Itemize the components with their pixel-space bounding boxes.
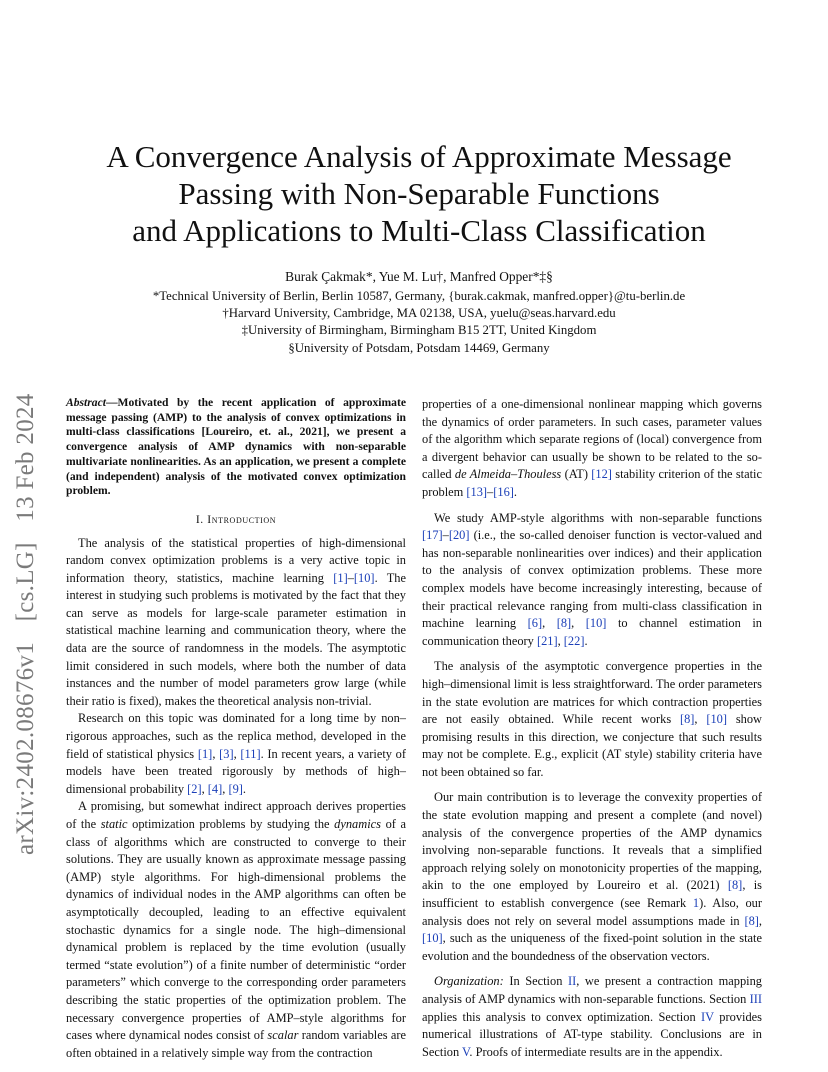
citation-link[interactable]: [21] [536, 633, 558, 648]
text-run: , [758, 913, 762, 928]
section-link[interactable]: II [567, 974, 577, 989]
title-line: and Applications to Multi-Class Classification [132, 213, 706, 248]
intro-paragraph-1 [66, 535, 406, 711]
citation-link[interactable]: [13] [466, 484, 488, 499]
remark-link[interactable]: 1 [692, 896, 700, 911]
citation-link[interactable]: [1] [333, 570, 348, 585]
intro-paragraph-7 [422, 789, 762, 965]
section-heading-introduction: I. Introduction [195, 512, 277, 526]
text-run: (i.e., the so-called denoiser function is vector-valued and has non-separable nonlinearities over indices) and their application to the analysis of convex optimization problems. These more complex models have become increasingly interesting, because of their practical relevance ranging from multi-class classification in machine learning [422, 528, 762, 631]
text-run: . Proofs of intermediate results are in the appendix. [469, 1044, 723, 1059]
citation-link[interactable]: [10] [706, 712, 727, 727]
citation-link[interactable]: [6] [527, 616, 543, 631]
text-run: , we present a contraction mapping analysis of AMP dynamics with non-separable functions. Section [422, 974, 762, 1006]
citation-link[interactable]: [12] [591, 467, 612, 482]
text-run: We study AMP-style algorithms with non-separable functions [434, 510, 762, 525]
affiliation: ‡University of Birmingham, Birmingham B15 2TT, United Kingdom [241, 323, 597, 338]
text-run: . [584, 633, 588, 648]
text-run: to channel estimation in communication theory [422, 616, 762, 648]
citation-link[interactable]: [17] [422, 528, 443, 543]
citation-link[interactable]: [8] [727, 878, 743, 893]
arxiv-id[interactable]: arXiv:2402.08676v1 [12, 641, 39, 855]
text-run: , is insufficient to establish convergence (see Remark [422, 878, 762, 911]
text-run: A promising, but somewhat indirect approach derives properties of the [66, 799, 406, 832]
text-run: The analysis of the statistical properties of high-dimensional random convex optimization problems is a very active topic in information theory, statistics, machine learning [66, 535, 406, 585]
text-run: , [212, 746, 220, 761]
text-run: , [694, 712, 707, 727]
author-list: Burak Çakmak*, Yue M. Lu†, Manfred Opper*‡§ [285, 269, 553, 284]
affiliations [80, 288, 758, 357]
citation-link[interactable]: [4] [207, 781, 223, 796]
text-run: . [513, 484, 518, 499]
text-run: , [557, 633, 564, 648]
citation-link[interactable]: [9] [228, 781, 243, 796]
citation-link[interactable]: [3] [219, 746, 234, 761]
title-line: A Convergence Analysis of Approximate Message [106, 139, 732, 174]
intro-paragraph-6 [422, 658, 762, 781]
text-run: In Section [503, 974, 568, 989]
abstract-lead: Abstract [66, 396, 106, 409]
text-run: ). Also, our analysis does not rely on several model assumptions made in [422, 896, 762, 928]
citation-link[interactable]: [16] [493, 484, 514, 499]
citation-link[interactable]: [11] [240, 746, 261, 761]
section-link[interactable]: III [749, 992, 762, 1006]
citation-link[interactable]: [8] [556, 616, 572, 631]
text-run: – [487, 484, 494, 499]
citation-link[interactable]: [10] [353, 570, 375, 585]
section-link[interactable]: IV [701, 1009, 714, 1024]
paper-title [60, 138, 778, 249]
left-column [66, 396, 406, 1062]
emphasis: dynamics [334, 817, 381, 832]
affiliation: *Technical University of Berlin, Berlin 10587, Germany, {burak.cakmak, manfred.opper}@tu-berlin.de [152, 289, 686, 303]
intro-paragraph-4 [422, 396, 762, 502]
right-column [422, 396, 762, 1061]
section-link[interactable]: V [462, 1044, 470, 1059]
text-run: – [442, 528, 449, 543]
citation-link[interactable]: [1] [197, 746, 213, 761]
text-run: . The interest in studying such problems is motivated by the fact that they can serve as models for large-scale parameter estimation in statistical machine learning and communication theory, where the data are the source of randomness in the models. The asymptotic limit considered in such models, where both the number of data instances and the number of model parameters grow large (while their ratio is fixed), makes the theoretical analysis non-trivial. [66, 570, 406, 708]
emphasis: scalar [267, 1028, 299, 1043]
abstract-text: —Motivated by the recent application of approximate message passing (AMP) to the analysis of convex optimizations in multi-class classifications [Loureiro, et. al., 2021], we present a convergence analysis of AMP dynamics with non-separable multivariate nonlinearities. As an application, we present a complete (and independent) analysis of the motivated convex optimization problem. [66, 396, 406, 498]
organization-lead: Organization: [434, 974, 504, 989]
emphasis: de Almeida–Thouless [454, 467, 562, 482]
title-line: Passing with Non-Separable Functions [178, 176, 660, 211]
citation-link[interactable]: [2] [187, 781, 202, 796]
citation-link[interactable]: [10] [585, 616, 607, 631]
text-run: optimization problems by studying the [127, 817, 335, 832]
text-run: . [242, 781, 247, 796]
intro-paragraph-5 [422, 510, 762, 651]
citation-link[interactable]: [22] [563, 633, 585, 648]
text-run: . In recent years, a variety of models have been treated rigorously by methods of high–dimensional probability [66, 746, 406, 796]
intro-paragraph-2 [66, 710, 406, 798]
text-run: (AT) [561, 467, 592, 482]
citation-link[interactable]: [8] [679, 712, 695, 727]
text-run: stability criterion of the static problem [422, 467, 763, 499]
text-run: The analysis of the asymptotic convergence properties in the high–dimensional limit is less straightforward. The order parameters in the state evolution are matrices for which contraction properties are not easily obtained. While recent works [422, 659, 762, 727]
text-run: , [542, 616, 557, 631]
text-run: , [571, 616, 586, 631]
text-run: , [233, 746, 241, 761]
affiliation: §University of Potsdam, Potsdam 14469, Germany [288, 340, 550, 355]
abstract [66, 396, 406, 499]
intro-paragraph-8 [422, 973, 762, 1061]
text-run: of a class of algorithms which are constructed to converge to their solutions. They are usually known as approximate message passing (AMP) style algorithms. For high-dimensional problems the dynamics of individual nodes in the AMP algorithms can often be asymptotically decoupled, leading to an effective equivalent stochastic dynamics for a single node. The high–dimensional dynamical problem is replaced by the time evolution (usually termed “state evolution”) of a finite number of deterministic “order parameters” which converge to the corresponding order parameters describing the static properties of the optimization problem. The necessary convergence properties of AMP–style algorithms for cases where dynamical nodes consist of [66, 817, 407, 1043]
text-run: applies this analysis to convex optimization. Section [422, 1009, 702, 1024]
emphasis: static [100, 817, 128, 832]
text-run: properties of a one-dimensional nonlinear mapping which governs the dynamics of order parameters. In such cases, parameter values of the algorithm which separate regions of (local) convergence from a divergent behavior can usually be shown to be related to the so-called [422, 397, 762, 482]
citation-link[interactable]: [8] [744, 913, 759, 928]
text-run: random variables are often obtained in a relatively simple way from the contraction [66, 1028, 406, 1060]
text-run: , [201, 781, 208, 796]
text-run: Research on this topic was dominated for a long time by non–rigorous approaches, such as the replica method, developed in the field of statistical physics [66, 711, 406, 761]
arxiv-identifier [12, 295, 52, 855]
arxiv-date: 13 Feb 2024 [12, 393, 39, 522]
text-run: – [347, 570, 354, 585]
text-run: show promising results in this direction, we conjecture that such results may not be complete. E.g., explicit (AT style) stability criteria have not been obtained so far. [422, 712, 762, 779]
text-run: Our main contribution is to leverage the convexity properties of the state evolution mapping and present a complete (and novel) analysis of the convergence properties of the AMP dynamics involving non-separable functions. It reveals that a simplified approach relying solely on monotonicity properties of the mapping, akin to the one employed by Loureiro et al. (2021) [422, 790, 762, 893]
text-run: provides numerical illustrations of AT-type stability. Conclusions are in Section [422, 1009, 762, 1059]
affiliation: †Harvard University, Cambridge, MA 02138, USA, yuelu@seas.harvard.edu [222, 306, 616, 321]
citation-link[interactable]: [10] [422, 931, 443, 946]
text-run: , such as the uniqueness of the fixed-point solution in the state evolution and the boundedness of the observation vectors. [422, 931, 762, 963]
intro-paragraph-3 [66, 798, 406, 1062]
citation-link[interactable]: [20] [448, 528, 470, 543]
arxiv-category: [cs.LG] [12, 542, 39, 622]
text-run: , [222, 781, 229, 796]
